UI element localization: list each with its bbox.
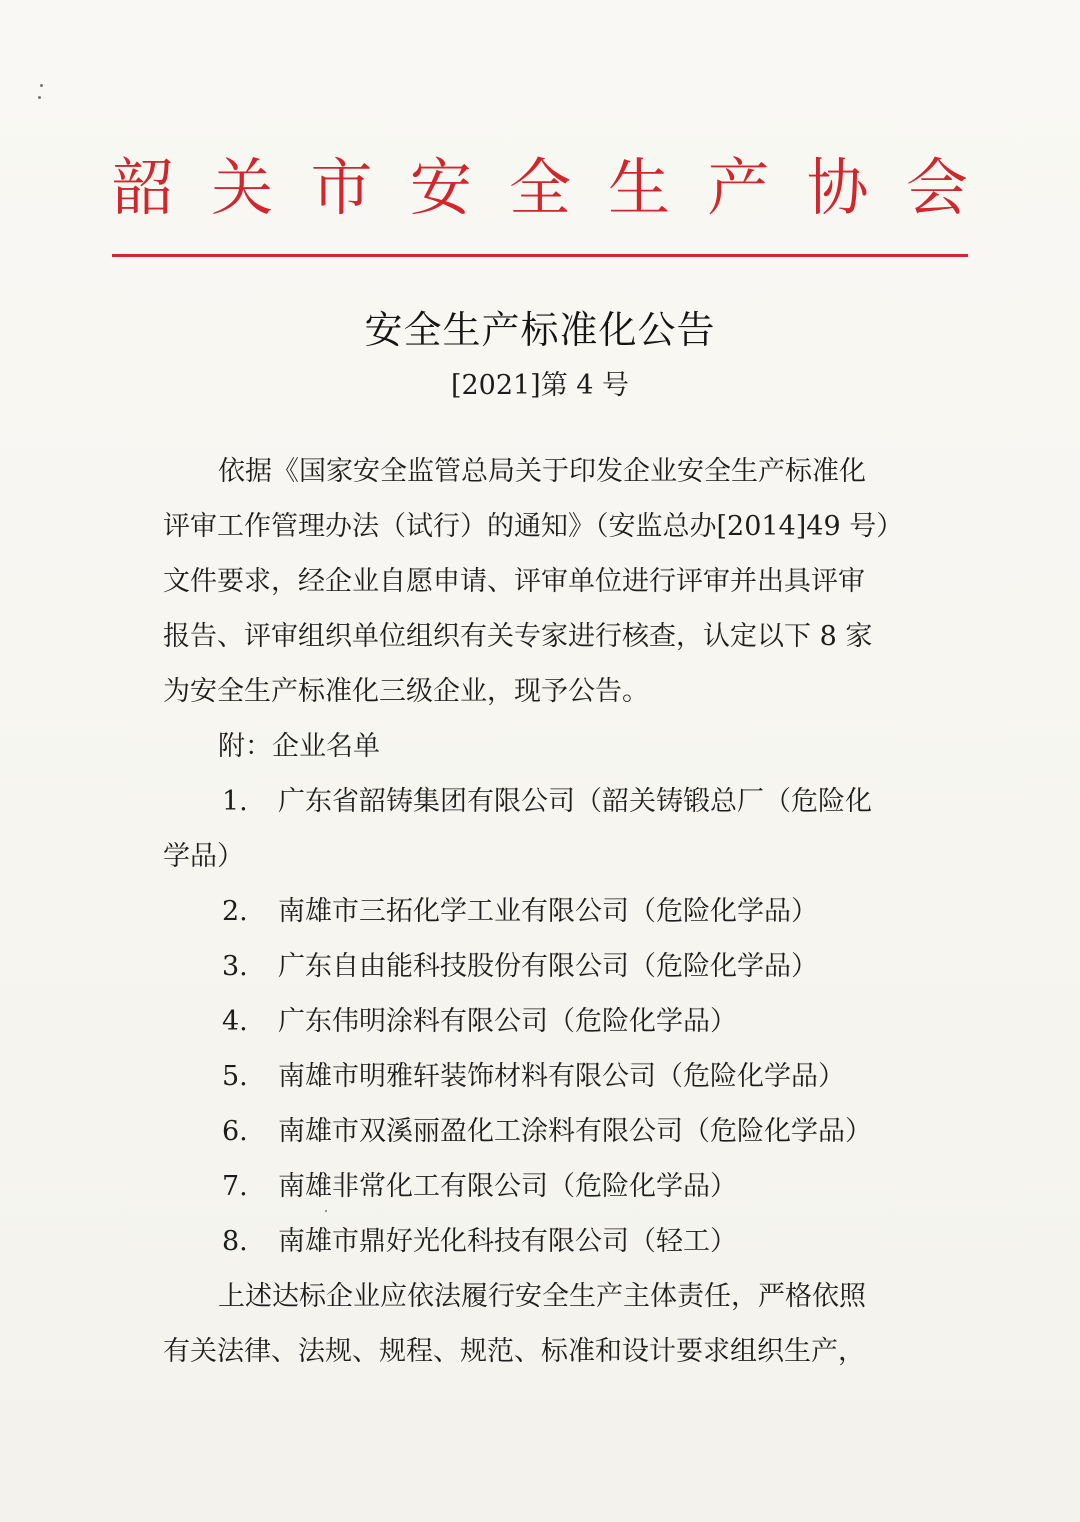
paragraph1-line: 为安全生产标准化三级企业，现予公告。: [163, 676, 649, 707]
list-item-number: 3.: [222, 951, 248, 982]
list-item-text: 南雄市三拓化学工业有限公司（危险化学品）: [278, 896, 818, 927]
organization-header: [112, 148, 968, 228]
list-item-text: 广东伟明涂料有限公司（危险化学品）: [278, 1006, 737, 1037]
list-item-number: 5.: [222, 1061, 248, 1092]
paragraph2-line: 上述达标企业应依法履行安全生产主体责任，严格依照: [218, 1281, 866, 1312]
list-item-text: 南雄市明雅轩装饰材料有限公司（危险化学品）: [278, 1061, 845, 1092]
org-char: 产: [707, 151, 770, 224]
list-item-text: 南雄市鼎好光化科技有限公司（轻工）: [278, 1226, 737, 1257]
paragraph1-line: 文件要求，经企业自愿申请、评审单位进行评审并出具评审: [163, 566, 865, 597]
scan-speck: [38, 96, 41, 99]
org-char: 韶: [112, 151, 175, 224]
list-item-number: 6.: [222, 1116, 248, 1147]
list-item-number: 2.: [222, 896, 248, 927]
org-char: 协: [806, 151, 869, 224]
list-item-number: 7.: [222, 1171, 248, 1202]
scan-speck: [40, 84, 43, 87]
org-char: 市: [310, 151, 373, 224]
list-item-text: 南雄非常化工有限公司（危险化学品）: [278, 1171, 737, 1202]
org-char: 关: [211, 151, 274, 224]
attachment-label: 附：企业名单: [218, 731, 380, 762]
org-char: 全: [508, 151, 571, 224]
list-item-text: 学品）: [163, 841, 244, 872]
list-item-text: 广东省韶铸集团有限公司（韶关铸锻总厂（危险化: [278, 786, 872, 817]
org-char: 安: [409, 151, 472, 224]
document-title: 安全生产标准化公告: [364, 308, 716, 352]
list-item-number: 1.: [222, 786, 248, 817]
list-item-text: 广东自由能科技股份有限公司（危险化学品）: [278, 951, 818, 982]
scan-speck: [325, 1210, 327, 1212]
list-item-number: 8.: [222, 1226, 248, 1257]
paragraph1-line: 依据《国家安全监管总局关于印发企业安全生产标准化: [218, 456, 866, 487]
list-item-number: 4.: [222, 1006, 248, 1037]
org-char: 生: [608, 151, 671, 224]
paragraph2-line: 有关法律、法规、规程、规范、标准和设计要求组织生产，: [163, 1336, 865, 1367]
paragraph1-line: 报告、评审组织单位组织有关专家进行核查，认定以下 8 家: [163, 621, 873, 652]
header-red-rule: [112, 254, 968, 257]
org-char: 会: [905, 151, 968, 224]
list-item-text: 南雄市双溪丽盈化工涂料有限公司（危险化学品）: [278, 1116, 872, 1147]
paragraph1-line: 评审工作管理办法（试行）的通知》（安监总办[2014]49 号）: [163, 511, 904, 542]
document-number: [2021]第 4 号: [450, 370, 630, 401]
